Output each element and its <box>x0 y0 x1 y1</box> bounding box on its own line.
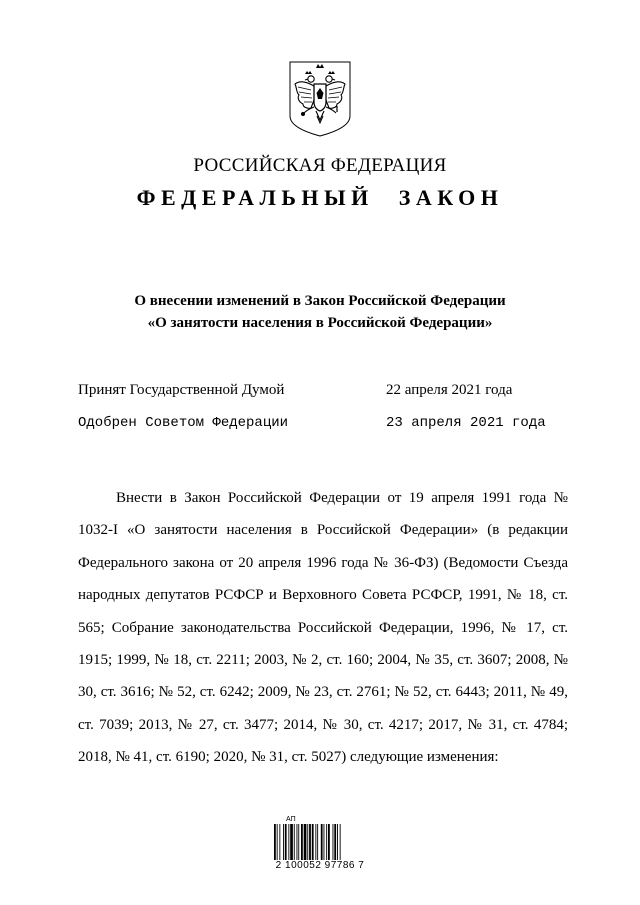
adoption-label: Принят Государственной Думой <box>78 382 285 398</box>
barcode-bar <box>321 824 323 860</box>
russian-coat-of-arms-icon <box>287 60 353 138</box>
barcode-bar <box>307 824 308 860</box>
adoption-date: 22 апреля 2021 года <box>386 382 513 398</box>
barcode-bar <box>340 824 341 860</box>
barcode-mark: АП <box>286 816 296 823</box>
adoption-date: 23 апреля 2021 года <box>386 415 546 431</box>
barcode-bar <box>277 824 278 860</box>
adoption-label: Одобрен Советом Федерации <box>78 415 289 431</box>
barcode-bar <box>312 824 314 860</box>
law-title <box>0 290 640 334</box>
law-title-line-2: «О занятости населения в Российской Федерации» <box>147 315 493 331</box>
country-name: РОССИЙСКАЯ ФЕДЕРАЦИЯ <box>193 155 447 176</box>
document-type: ФЕДЕРАЛЬНЫЙ ЗАКОН <box>136 185 504 210</box>
barcode-bar <box>333 824 334 860</box>
barcode-bar <box>317 824 318 860</box>
barcode-bar <box>304 824 307 860</box>
barcode-number: 2 100052 97786 7 <box>275 860 365 871</box>
law-title-line-1: О внесении изменений в Закон Российской Федерации <box>134 293 506 309</box>
barcode-block <box>268 816 372 871</box>
barcode-bar <box>283 824 284 860</box>
barcode-bar <box>334 824 336 860</box>
barcode-bar <box>309 824 311 860</box>
barcode-bar <box>298 824 299 860</box>
barcode-bar <box>274 824 276 860</box>
barcode-bar <box>315 824 316 860</box>
barcode-bar <box>288 824 289 860</box>
barcode-bar <box>301 824 303 860</box>
barcode-bar <box>290 824 293 860</box>
barcode-bar <box>285 824 287 860</box>
barcode-bar <box>337 824 338 860</box>
barcode-bar <box>328 824 330 860</box>
barcode-bar <box>297 824 298 860</box>
barcode-bar <box>324 824 325 860</box>
barcode-icon <box>274 824 364 860</box>
body-paragraph: Внести в Закон Российской Федерации от 19 апреля 1991 года № 1032-I «О занятости населения в Российской Федерации» (в редакции Федерального закона от 20 апреля 1996 года № 36-ФЗ) (Ведомости Съезда народных депутатов РСФСР и Верховного Совета РСФСР, 1991, № 18, ст. 565; Собрание законодательства Российской Федерации, 1996, № 17, ст. 1915; 1999, № 18, ст. 2211; 2003, № 2, ст. 160; 2004, № 35, ст. 3607; 2008, № 30, ст. 3616; № 52, ст. 6242; 2009, № 23, ст. 2761; № 52, ст. 6443; 2011, № 49, ст. 7039; 2013, № 27, ст. 3477; 2014, № 30, ст. 4217; 2017, № 31, ст. 4784; 2018, № 41, ст. 6190; 2020, № 31, ст. 5027) следующие изменения: <box>78 490 568 766</box>
barcode-bar <box>279 824 280 860</box>
barcode-bar <box>294 824 295 860</box>
barcode-bar <box>326 824 327 860</box>
